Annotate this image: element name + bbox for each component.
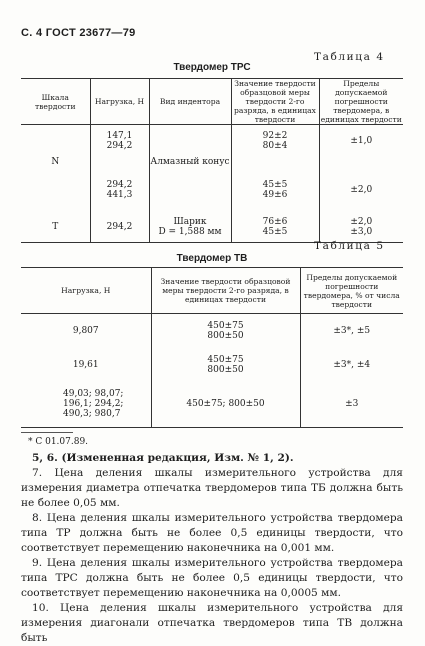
- paragraph-8: 8. Цена деления шкалы измерительного устройства твердомера типа ТР должна быть не более 0,5 единицы твердости, что соответствует перемещению наконечника на 0,001 мм.: [21, 512, 403, 554]
- table-cell: ±2,0: [319, 167, 403, 213]
- table-cell: 19,61: [21, 349, 151, 382]
- table5-header-load: Нагрузка, Н: [21, 268, 151, 314]
- table4-header-scale: Шкала твердости: [21, 79, 90, 125]
- table-cell: 450±75; 800±50: [151, 382, 300, 428]
- table-cell: 450±75 800±50: [151, 314, 300, 349]
- table4-caption: Твердомер ТРС: [173, 62, 251, 73]
- table5: [21, 267, 403, 428]
- table-cell: 294,2 441,3: [90, 167, 149, 213]
- footnote-rule: [21, 432, 73, 433]
- table4-header-load: Нагрузка, Н: [90, 79, 149, 125]
- paragraph-7: 7. Цена деления шкалы измерительного устройства для измерения диаметра отпечатка твердомеров типа ТБ должна быть не более 0,05 мм.: [21, 467, 403, 509]
- table-cell: 147,1 294,2: [90, 125, 149, 157]
- table-cell: ±3*, ±4: [300, 349, 403, 382]
- table4: [21, 78, 403, 243]
- table-cell: Шарик D = 1,588 мм: [149, 213, 231, 243]
- paragraph-5-6: 5, 6. (Измененная редакция, Изм. № 1, 2).: [32, 452, 294, 464]
- table-cell: 92±2 80±4: [231, 125, 319, 157]
- table-cell: 49,03; 98,07; 196,1; 294,2; 490,3; 980,7: [21, 382, 151, 428]
- table-cell: ±2,0 ±3,0: [319, 213, 403, 243]
- table5-header-error: Пределы допускаемой погрешности твердомера, % от числа твердости: [300, 268, 403, 314]
- table-cell: Алмазный конус: [150, 156, 230, 167]
- table5-number: Таблица 5: [314, 240, 385, 252]
- table-cell: 450±75 800±50: [151, 349, 300, 382]
- table-cell: N: [21, 157, 90, 167]
- table-cell: 9,807: [21, 314, 151, 349]
- table-cell: T: [21, 213, 90, 243]
- table-cell: ±3: [300, 382, 403, 428]
- table-cell: 45±5 49±6: [231, 167, 319, 213]
- table4-header-error: Пределы допускаемой погрешности твердомера, в единицах твердости: [320, 79, 402, 124]
- table4-header-value: Значение твердости образцовой меры твердости 2-го разряда, в единицах твердости: [231, 79, 319, 125]
- page-header: С. 4 ГОСТ 23677—79: [21, 27, 136, 39]
- table-cell: 294,2: [90, 213, 149, 243]
- footnote: * С 01.07.89.: [28, 437, 89, 447]
- table4-header-indenter: Вид индентора: [149, 79, 231, 125]
- table-cell: 76±6 45±5: [231, 213, 319, 243]
- table-cell: ±3*, ±5: [300, 314, 403, 349]
- table4-number: Таблица 4: [314, 51, 385, 63]
- table5-header-value: Значение твердости образцовой меры твердости 2-го разряда, в единицах твердости: [151, 268, 300, 314]
- table-cell: ±1,0: [319, 125, 403, 157]
- table5-caption: Твердомер ТВ: [176, 253, 248, 264]
- paragraph-9: 9. Цена деления шкалы измерительного устройства твердомера типа ТРС должна быть не более 0,5 единицы твердости, что соответствует перемещению наконечника на 0,0005 мм.: [21, 557, 403, 599]
- paragraph-10: 10. Цена деления шкалы измерительного устройства для измерения диагонали отпечатка твердомеров типа ТВ должна быть: [21, 602, 403, 644]
